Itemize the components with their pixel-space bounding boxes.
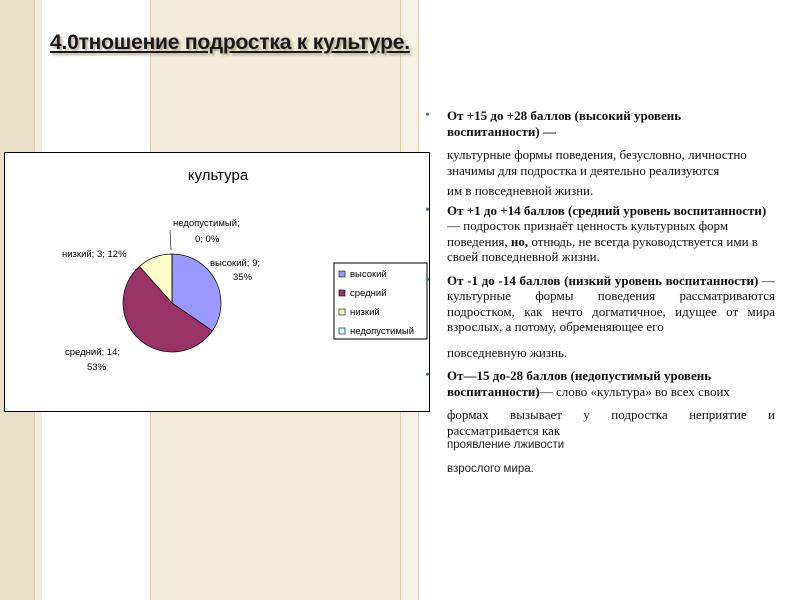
bullet-icon: •	[425, 368, 430, 383]
text-column	[425, 100, 775, 477]
item-body: взрослого мира.	[447, 462, 534, 475]
item-body: им в повседневной жизни.	[447, 183, 594, 198]
item-heading: От +1 до +14 баллов (средний уровень воспитанности)	[447, 202, 767, 218]
pie-chart	[5, 153, 431, 413]
legend-swatch-low	[339, 309, 345, 315]
data-label-high-pct: 35%	[233, 272, 253, 283]
legend-swatch-unacceptable	[339, 328, 345, 334]
legend-swatch-high	[339, 271, 345, 277]
legend-label-low: низкий	[350, 307, 380, 318]
data-label-high: высокий; 9;	[210, 258, 260, 269]
item-heading: От +15 до +28 баллов (высокий уровень воспитанности) —	[447, 108, 682, 139]
item-body: — подросток признаёт ценность культурных форм поведения,	[447, 218, 729, 249]
item-body: культурные формы поведения, безусловно, личностно значимы для подростка и деятельно реализуются	[447, 147, 747, 178]
data-label-medium: средний; 14;	[65, 347, 120, 358]
item-body: — слово «культура» во всех своих	[539, 383, 730, 399]
item-body: формах вызывает у подростка неприятие и рассматривается как	[447, 407, 775, 438]
leader-line	[170, 230, 171, 250]
legend-label-unacceptable: недопустимый	[350, 326, 415, 337]
pie-slices	[123, 254, 221, 352]
slide-title: 4.0тношение подростка к культуре.	[50, 31, 410, 54]
item-body: повседневную жизнь.	[447, 344, 568, 360]
bullet-icon: •	[425, 272, 430, 288]
data-label-low: низкий; 3; 12%	[62, 249, 127, 260]
list-item	[425, 273, 775, 335]
chart-legend	[334, 263, 427, 339]
data-label-unacceptable-pct: 0; 0%	[195, 234, 220, 245]
chart-title: культура	[187, 167, 249, 184]
data-label-unacceptable: недопустимый;	[173, 218, 240, 229]
bullet-icon: •	[425, 202, 430, 218]
bullet-icon: •	[425, 108, 430, 123]
legend-swatch-medium	[339, 290, 345, 296]
list-item	[425, 203, 775, 265]
item-body: — культурные формы поведения рассматриваются подростком, как нечто догматичное, идущее от мира взрослых, а потому, обременяющее его	[447, 272, 775, 334]
chart-frame	[4, 152, 430, 412]
item-body: отнюдь, не всегда руководствуется ими в своей повседневной жизни.	[447, 233, 758, 264]
item-body: проявление лживости	[447, 439, 565, 451]
data-label-medium-pct: 53%	[87, 362, 107, 373]
list-item	[425, 368, 775, 399]
item-heading: От -1 до -14 баллов (низкий уровень воспитанности)	[447, 272, 759, 288]
item-emphasis: но,	[510, 233, 529, 249]
list-item	[425, 108, 775, 139]
item-heading: От—15 до-28 баллов (недопустимый уровень воспитанности)	[447, 368, 712, 399]
legend-label-medium: средний	[350, 288, 387, 299]
legend-label-high: высокий	[350, 269, 387, 280]
